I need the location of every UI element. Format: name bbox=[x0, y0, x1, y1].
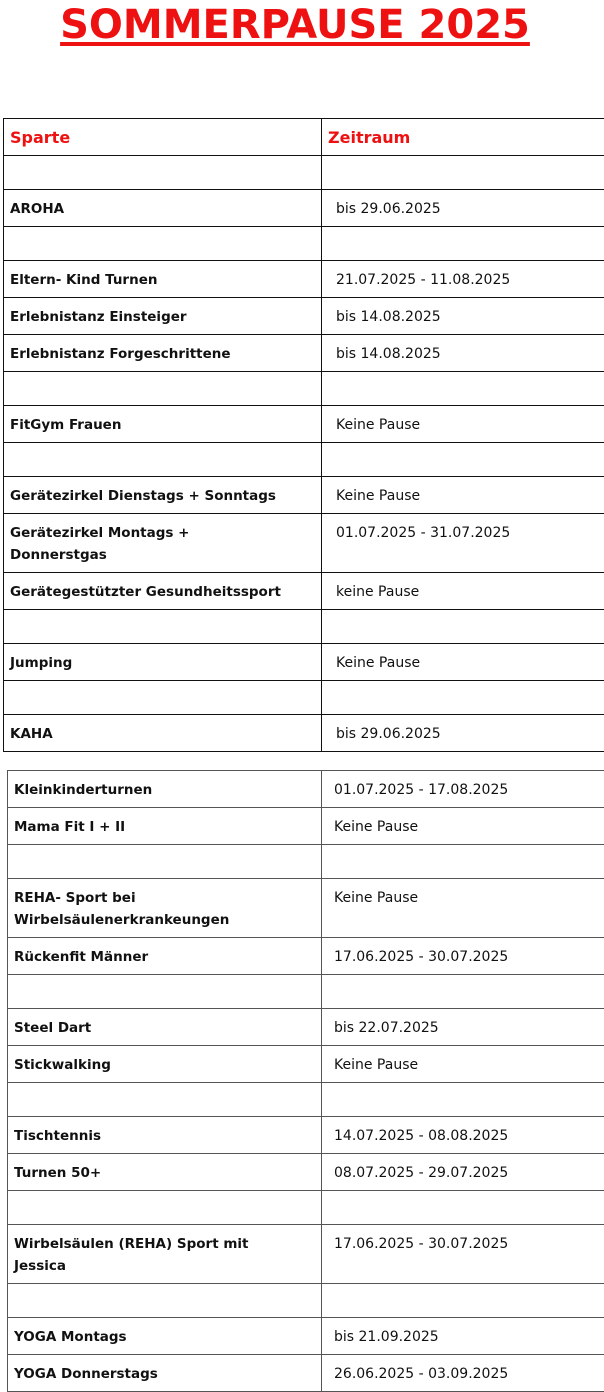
table-row bbox=[8, 808, 604, 845]
sparte-cell: AROHA bbox=[4, 190, 322, 227]
table-row bbox=[8, 1191, 604, 1225]
zeitraum-cell: 08.07.2025 - 29.07.2025 bbox=[322, 1154, 604, 1191]
zeitraum-cell: 17.06.2025 - 30.07.2025 bbox=[322, 938, 604, 975]
sparte-cell bbox=[8, 845, 322, 879]
zeitraum-cell bbox=[322, 845, 604, 879]
zeitraum-cell: bis 14.08.2025 bbox=[322, 298, 604, 335]
zeitraum-cell bbox=[322, 443, 604, 477]
zeitraum-cell: Keine Pause bbox=[322, 879, 604, 938]
sparte-cell: Mama Fit I + II bbox=[8, 808, 322, 845]
sparte-cell bbox=[8, 1284, 322, 1318]
zeitraum-cell: 14.07.2025 - 08.08.2025 bbox=[322, 1117, 604, 1154]
sparte-cell bbox=[4, 681, 322, 715]
sparte-cell: YOGA Donnerstags bbox=[8, 1355, 322, 1392]
table-row bbox=[4, 644, 604, 681]
table-row bbox=[4, 261, 604, 298]
sparte-cell bbox=[4, 372, 322, 406]
sparte-cell bbox=[4, 227, 322, 261]
summer-break-table-part-2 bbox=[7, 770, 604, 1392]
zeitraum-cell: Keine Pause bbox=[322, 644, 604, 681]
sparte-cell: Gerätegestützter Gesundheitssport bbox=[4, 573, 322, 610]
table-row bbox=[8, 771, 604, 808]
sparte-cell bbox=[8, 1083, 322, 1117]
sparte-cell: Steel Dart bbox=[8, 1009, 322, 1046]
table-row bbox=[8, 1225, 604, 1284]
sparte-cell bbox=[8, 1191, 322, 1225]
table-row bbox=[8, 975, 604, 1009]
table-row bbox=[8, 1009, 604, 1046]
zeitraum-cell: bis 22.07.2025 bbox=[322, 1009, 604, 1046]
table-row bbox=[4, 298, 604, 335]
table-row bbox=[4, 610, 604, 644]
zeitraum-cell bbox=[322, 1083, 604, 1117]
table-row bbox=[4, 443, 604, 477]
table-row bbox=[4, 681, 604, 715]
zeitraum-cell bbox=[322, 610, 604, 644]
sparte-cell: Gerätezirkel Montags + Donnerstgas bbox=[4, 514, 322, 573]
table-row bbox=[8, 845, 604, 879]
sparte-cell bbox=[4, 610, 322, 644]
sparte-cell: YOGA Montags bbox=[8, 1318, 322, 1355]
table-row bbox=[4, 372, 604, 406]
zeitraum-cell bbox=[322, 372, 604, 406]
table-header-row bbox=[4, 119, 604, 156]
table-row bbox=[8, 879, 604, 938]
zeitraum-cell: 17.06.2025 - 30.07.2025 bbox=[322, 1225, 604, 1284]
zeitraum-cell: Keine Pause bbox=[322, 477, 604, 514]
sparte-cell: KAHA bbox=[4, 715, 322, 752]
sparte-cell: Gerätezirkel Dienstags + Sonntags bbox=[4, 477, 322, 514]
table-row bbox=[4, 190, 604, 227]
zeitraum-cell: Keine Pause bbox=[322, 808, 604, 845]
header-zeitraum: Zeitraum bbox=[322, 119, 604, 156]
zeitraum-cell: Keine Pause bbox=[322, 406, 604, 443]
zeitraum-cell: 26.06.2025 - 03.09.2025 bbox=[322, 1355, 604, 1392]
header-sparte: Sparte bbox=[4, 119, 322, 156]
page-title: SOMMERPAUSE 2025 bbox=[0, 2, 590, 48]
table-row bbox=[4, 573, 604, 610]
table-row bbox=[8, 1117, 604, 1154]
zeitraum-cell: 01.07.2025 - 17.08.2025 bbox=[322, 771, 604, 808]
zeitraum-cell bbox=[322, 975, 604, 1009]
sparte-cell bbox=[4, 156, 322, 190]
table-row bbox=[4, 477, 604, 514]
zeitraum-cell bbox=[322, 1191, 604, 1225]
table-row bbox=[4, 227, 604, 261]
table-row bbox=[8, 1154, 604, 1191]
zeitraum-cell: 21.07.2025 - 11.08.2025 bbox=[322, 261, 604, 298]
zeitraum-cell: bis 29.06.2025 bbox=[322, 715, 604, 752]
zeitraum-cell: 01.07.2025 - 31.07.2025 bbox=[322, 514, 604, 573]
sparte-cell: Eltern- Kind Turnen bbox=[4, 261, 322, 298]
sparte-cell: Stickwalking bbox=[8, 1046, 322, 1083]
zeitraum-cell bbox=[322, 681, 604, 715]
zeitraum-cell: bis 29.06.2025 bbox=[322, 190, 604, 227]
table-row bbox=[8, 1083, 604, 1117]
sparte-cell: Tischtennis bbox=[8, 1117, 322, 1154]
table-row bbox=[8, 938, 604, 975]
zeitraum-cell: bis 21.09.2025 bbox=[322, 1318, 604, 1355]
sparte-cell bbox=[8, 975, 322, 1009]
summer-break-table-part-1 bbox=[3, 118, 604, 752]
sparte-cell: FitGym Frauen bbox=[4, 406, 322, 443]
sparte-cell: Rückenfit Männer bbox=[8, 938, 322, 975]
zeitraum-cell bbox=[322, 156, 604, 190]
table-row bbox=[4, 406, 604, 443]
zeitraum-cell bbox=[322, 227, 604, 261]
zeitraum-cell: bis 14.08.2025 bbox=[322, 335, 604, 372]
table-row bbox=[8, 1046, 604, 1083]
table-row bbox=[4, 715, 604, 752]
table-row bbox=[4, 514, 604, 573]
sparte-cell: Erlebnistanz Einsteiger bbox=[4, 298, 322, 335]
table-row bbox=[8, 1284, 604, 1318]
table-row bbox=[4, 156, 604, 190]
table-row bbox=[4, 335, 604, 372]
sparte-cell: Turnen 50+ bbox=[8, 1154, 322, 1191]
table-row bbox=[8, 1355, 604, 1392]
sparte-cell: Kleinkinderturnen bbox=[8, 771, 322, 808]
zeitraum-cell: Keine Pause bbox=[322, 1046, 604, 1083]
table-row bbox=[8, 1318, 604, 1355]
sparte-cell: Wirbelsäulen (REHA) Sport mit Jessica bbox=[8, 1225, 322, 1284]
sparte-cell: REHA- Sport bei Wirbelsäulenerkrankeungen bbox=[8, 879, 322, 938]
sparte-cell: Erlebnistanz Forgeschrittene bbox=[4, 335, 322, 372]
zeitraum-cell: keine Pause bbox=[322, 573, 604, 610]
sparte-cell bbox=[4, 443, 322, 477]
zeitraum-cell bbox=[322, 1284, 604, 1318]
sparte-cell: Jumping bbox=[4, 644, 322, 681]
